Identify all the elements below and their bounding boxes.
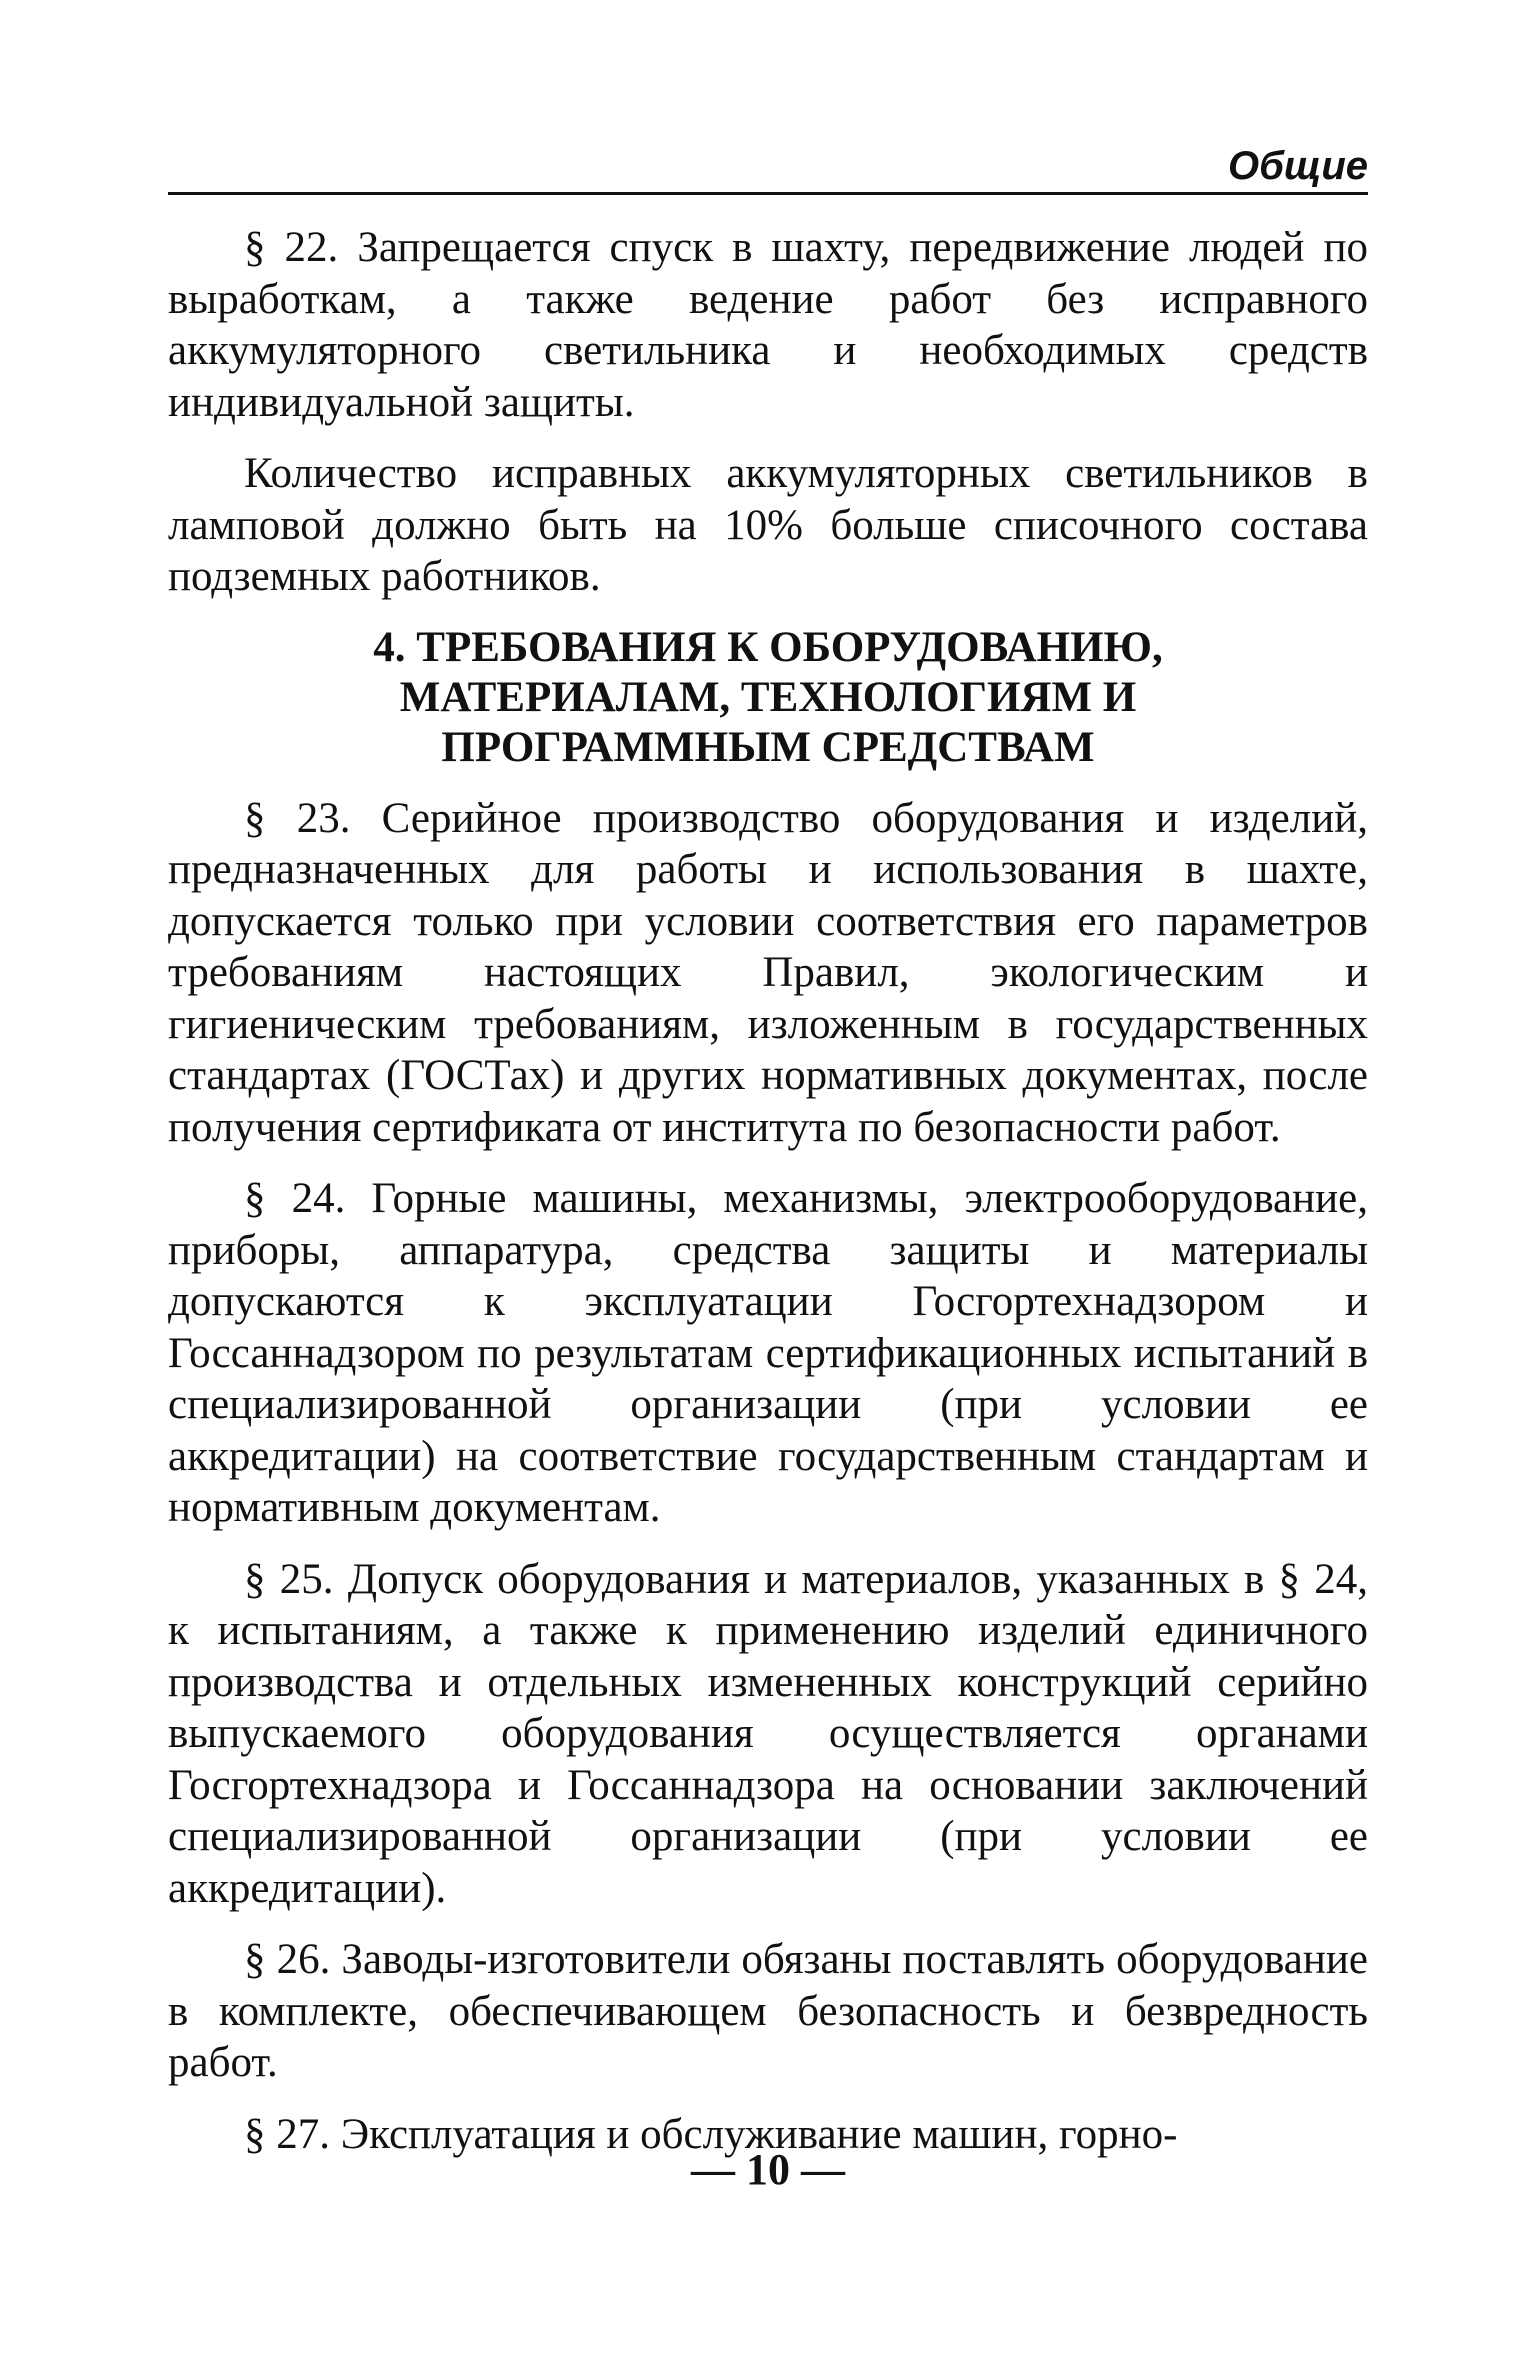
section-heading-line-1: 4. ТРЕБОВАНИЯ К ОБОРУДОВАНИЮ, bbox=[373, 623, 1163, 671]
paragraph-25: § 25. Допуск оборудования и материалов, указанных в § 24, к испытаниям, а также к применению изделий единичного производства и отдельных измененных конструкций серийно выпускаемого оборудования осуществляется органами Госгортехнадзора и Госсаннадзора на основании заключений специализированной организации (при условии ее аккредитации). bbox=[168, 1555, 1368, 1912]
paragraph-24: § 24. Горные машины, механизмы, электрооборудование, приборы, аппаратура, средства защиты и материалы допускаются к эксплуатации Госгортехнадзором и Госсаннадзором по результатам сертификационных испытаний в специализированной организации (при условии ее аккредитации) на соответствие государственным стандартам и нормативным документам. bbox=[168, 1175, 1368, 1531]
paragraph-27: § 27. Эксплуатация и обслуживание машин, горно- bbox=[244, 2110, 1178, 2158]
section-heading-line-2: МАТЕРИАЛАМ, ТЕХНОЛОГИЯМ И bbox=[399, 673, 1137, 721]
running-head: Общие bbox=[168, 140, 1368, 195]
paragraph-lamp-count: Количество исправных аккумуляторных светильников в ламповой должно быть на 10% больше списочного состава подземных работников. bbox=[168, 450, 1368, 600]
paragraph-26: § 26. Заводы-изготовители обязаны поставлять оборудование в комплекте, обеспечивающем безопасность и безвредность работ. bbox=[168, 1936, 1368, 2086]
section-heading-line-3: ПРОГРАММНЫМ СРЕДСТВАМ bbox=[441, 723, 1095, 771]
body-text bbox=[168, 222, 1368, 2180]
book-page bbox=[168, 0, 1368, 2363]
paragraph-22: § 22. Запрещается спуск в шахту, передвижение людей по выработкам, а также ведение работ без исправного аккумуляторного светильника и необходимых средств индивидуальной защиты. bbox=[168, 224, 1368, 426]
paragraph-23: § 23. Серийное производство оборудования и изделий, предназначенных для работы и использования в шахте, допускается только при условии соответствия его параметров требованиям настоящих Правил, экологическим и гигиеническим требованиям, изложенным в государственных стандартах (ГОСТах) и других нормативных документах, после получения сертификата от института по безопасности работ. bbox=[168, 794, 1368, 1151]
section-heading bbox=[168, 623, 1368, 773]
page-number: — 10 — bbox=[691, 2145, 845, 2194]
